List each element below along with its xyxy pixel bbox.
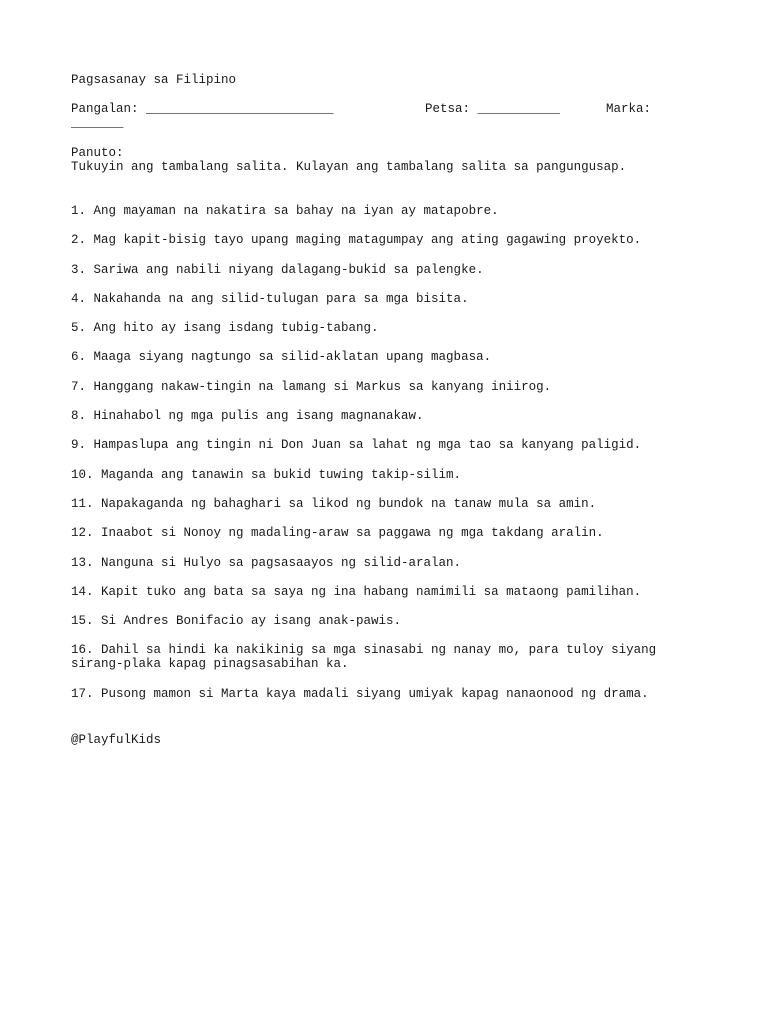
exercise-item: 16. Dahil sa hindi ka nakikinig sa mga sinasabi ng nanay mo, para tuloy siyang sirang-plaka kapag pinagsasabihan ka. (71, 643, 657, 672)
exercise-item: 5. Ang hito ay isang isdang tubig-tabang. (71, 321, 379, 336)
worksheet-title: Pagsasanay sa Filipino (71, 73, 237, 87)
exercise-item: 11. Napakaganda ng bahaghari sa likod ng bundok na tanaw mula sa amin. (71, 496, 597, 511)
score-field-blank: _______ (71, 116, 124, 130)
exercise-item: 15. Si Andres Bonifacio ay isang anak-pawis. (71, 614, 402, 629)
exercise-item: 9. Hampaslupa ang tingin ni Don Juan sa lahat ng mga tao sa kanyang paligid. (71, 438, 642, 453)
exercise-item: 10. Maganda ang tanawin sa bukid tuwing takip-silim. (71, 467, 462, 482)
instructions-text: Tukuyin ang tambalang salita. Kulayan ang tambalang salita sa pangungusap. (71, 160, 627, 174)
exercise-item: 3. Sariwa ang nabili niyang dalagang-bukid sa palengke. (71, 262, 484, 277)
exercise-item: 8. Hinahabol ng mga pulis ang isang magnanakaw. (71, 409, 424, 424)
date-field-label: Petsa: ___________ (425, 102, 561, 116)
footer-credit: @PlayfulKids (71, 732, 162, 747)
exercise-item: 14. Kapit tuko ang bata sa saya ng ina habang namimili sa mataong pamilihan. (71, 584, 642, 599)
score-field-label: Marka: (606, 102, 652, 116)
name-field-label: Pangalan: _________________________ (71, 102, 334, 116)
exercise-list (71, 204, 696, 701)
exercise-item: 4. Nakahanda na ang silid-tulugan para sa mga bisita. (71, 291, 469, 306)
student-info-row (71, 102, 696, 130)
exercise-item: 7. Hanggang nakaw-tingin na lamang si Markus sa kanyang iniirog. (71, 379, 552, 394)
exercise-item: 12. Inaabot si Nonoy ng madaling-araw sa paggawa ng mga takdang aralin. (71, 526, 604, 541)
exercise-item: 2. Mag kapit-bisig tayo upang maging matagumpay ang ating gagawing proyekto. (71, 233, 642, 248)
instructions-block (71, 146, 696, 174)
exercise-item: 17. Pusong mamon si Marta kaya madali siyang umiyak kapag nanaonood ng drama. (71, 686, 649, 701)
exercise-item: 1. Ang mayaman na nakatira sa bahay na iyan ay matapobre. (71, 204, 499, 218)
exercise-item: 13. Nanguna si Hulyo sa pagsasaayos ng silid-aralan. (71, 555, 462, 570)
exercise-item: 6. Maaga siyang nagtungo sa silid-aklatan upang magbasa. (71, 350, 492, 365)
instructions-heading: Panuto: (71, 146, 124, 160)
